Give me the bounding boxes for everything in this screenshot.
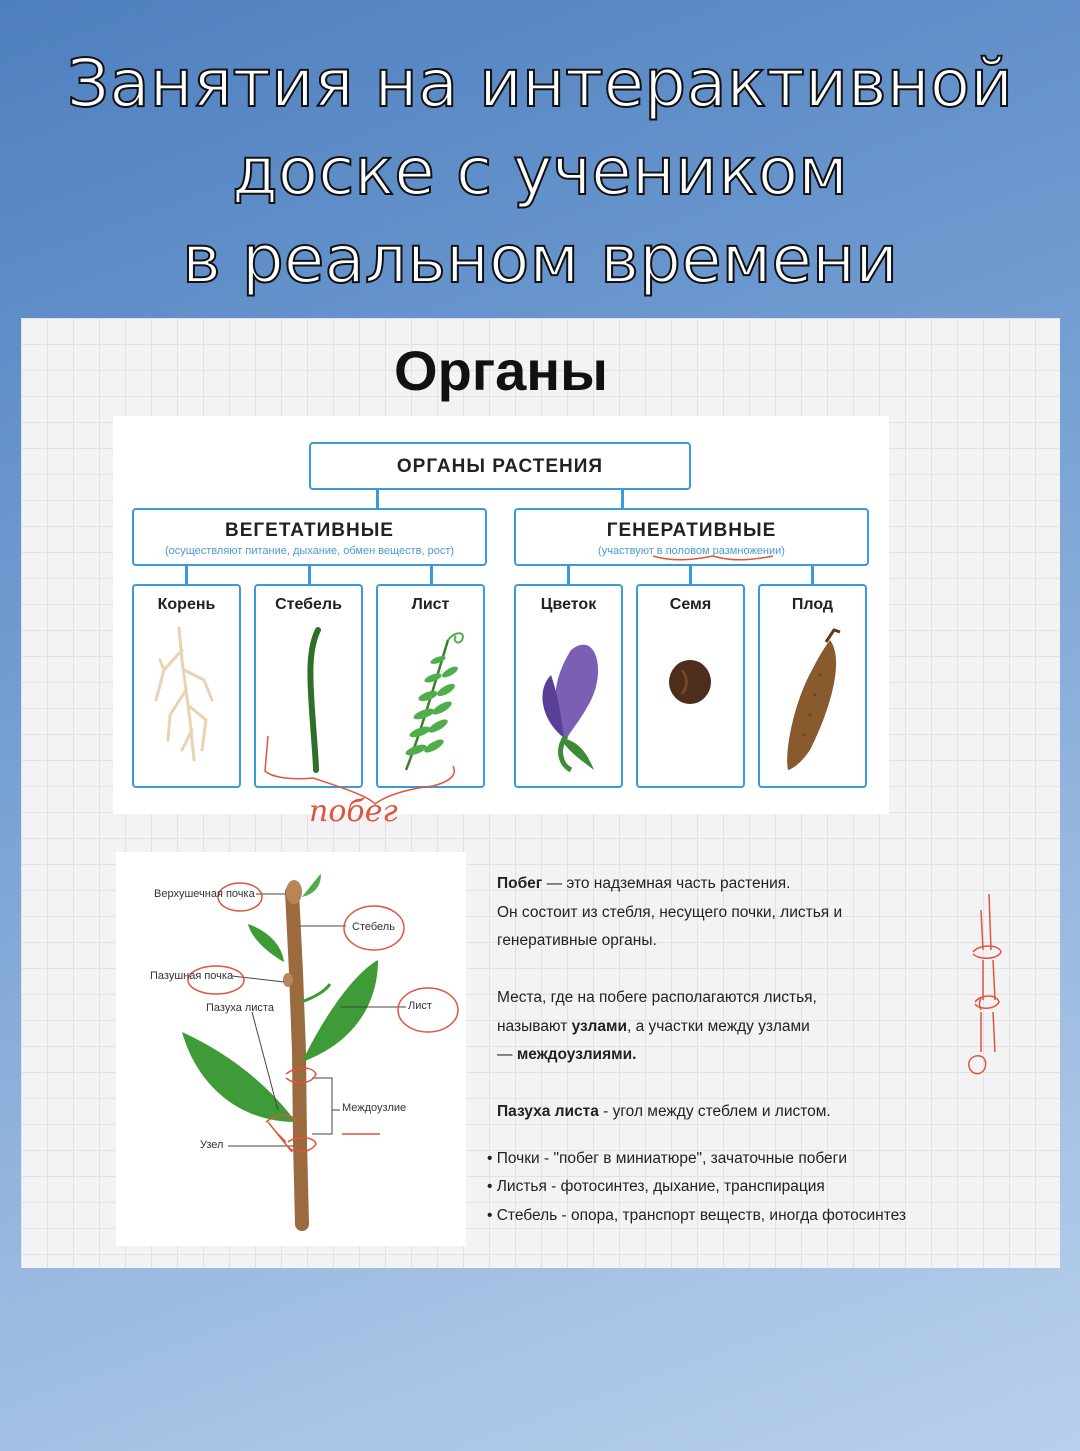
- handwritten-note-shoot: побег: [309, 794, 398, 829]
- headline: [0, 40, 1080, 304]
- card-seed-label: Семя: [669, 596, 712, 613]
- headline-line-2: доске с учеником: [232, 133, 848, 210]
- card-leaf-label: Лист: [411, 596, 450, 613]
- headline-line-3: в реальном времени: [181, 221, 899, 298]
- text-nodes-term: узлами: [571, 1017, 628, 1035]
- text-shoot-line3: генеративные органы.: [497, 932, 657, 949]
- text-nodes-mid: , а участки между узлами: [627, 1017, 810, 1035]
- shoot-illustration: [116, 852, 466, 1246]
- card-root-label: Корень: [157, 596, 216, 613]
- headline-line-1: Занятия на интерактивной: [66, 45, 1014, 122]
- label-internode: Междоузлие: [342, 1102, 407, 1114]
- text-nodes-line1: Места, где на побеге располагаются листья,: [497, 989, 817, 1006]
- whiteboard[interactable]: [21, 318, 1060, 1268]
- scheme-annotation-strokes: [113, 416, 889, 814]
- hand-sketch-stem: [951, 890, 1011, 1082]
- bullet-buds: • Почки - "побег в миниатюре", зачаточные побеги: [487, 1149, 847, 1167]
- card-stem-label: Стебель: [275, 596, 342, 613]
- card-flower-label: Цветок: [540, 596, 597, 613]
- shoot-description: [487, 870, 1017, 1230]
- card-fruit-label: Плод: [791, 596, 834, 613]
- text-shoot-definition: — это надземная часть растения.: [542, 875, 791, 892]
- text-shoot-term: Побег: [497, 875, 543, 892]
- bullet-stem: • Стебель - опора, транспорт веществ, иногда фотосинтез: [487, 1206, 907, 1224]
- plant-organs-scheme: [113, 416, 889, 814]
- label-node: Узел: [200, 1139, 224, 1151]
- text-axil-definition: - угол между стеблем и листом.: [598, 1103, 831, 1120]
- shoot-diagram: [116, 852, 466, 1246]
- text-nodes-pre: называют: [497, 1017, 572, 1035]
- text-internodes-term: междоузлиями.: [516, 1046, 637, 1063]
- vegetative-subtitle: (осуществляют питание, дыхание, обмен веществ, рост): [164, 545, 455, 557]
- bullet-leaves: • Листья - фотосинтез, дыхание, транспирация: [487, 1178, 825, 1195]
- text-internodes-dash: —: [497, 1046, 517, 1063]
- label-apical-bud: Верхушечная почка: [154, 888, 255, 900]
- label-axillary-bud: Пазушная почка: [150, 970, 234, 982]
- vegetative-title: ВЕГЕТАТИВНЫЕ: [224, 520, 394, 541]
- board-title: Органы: [394, 339, 608, 402]
- generative-title: ГЕНЕРАТИВНЫЕ: [606, 520, 777, 541]
- text-axil-term: Пазуха листа: [497, 1103, 599, 1120]
- label-leaf-axil: Пазуха листа: [206, 1002, 274, 1014]
- function-bullets: [487, 1145, 1017, 1231]
- text-shoot-line2: Он состоит из стебля, несущего почки, листья и: [497, 903, 843, 921]
- label-stem: Стебель: [352, 921, 395, 933]
- label-leaf: Лист: [408, 1000, 432, 1012]
- root-label: ОРГАНЫ РАСТЕНИЯ: [396, 456, 604, 477]
- generative-subtitle: (участвуют в половом размножении): [598, 545, 785, 557]
